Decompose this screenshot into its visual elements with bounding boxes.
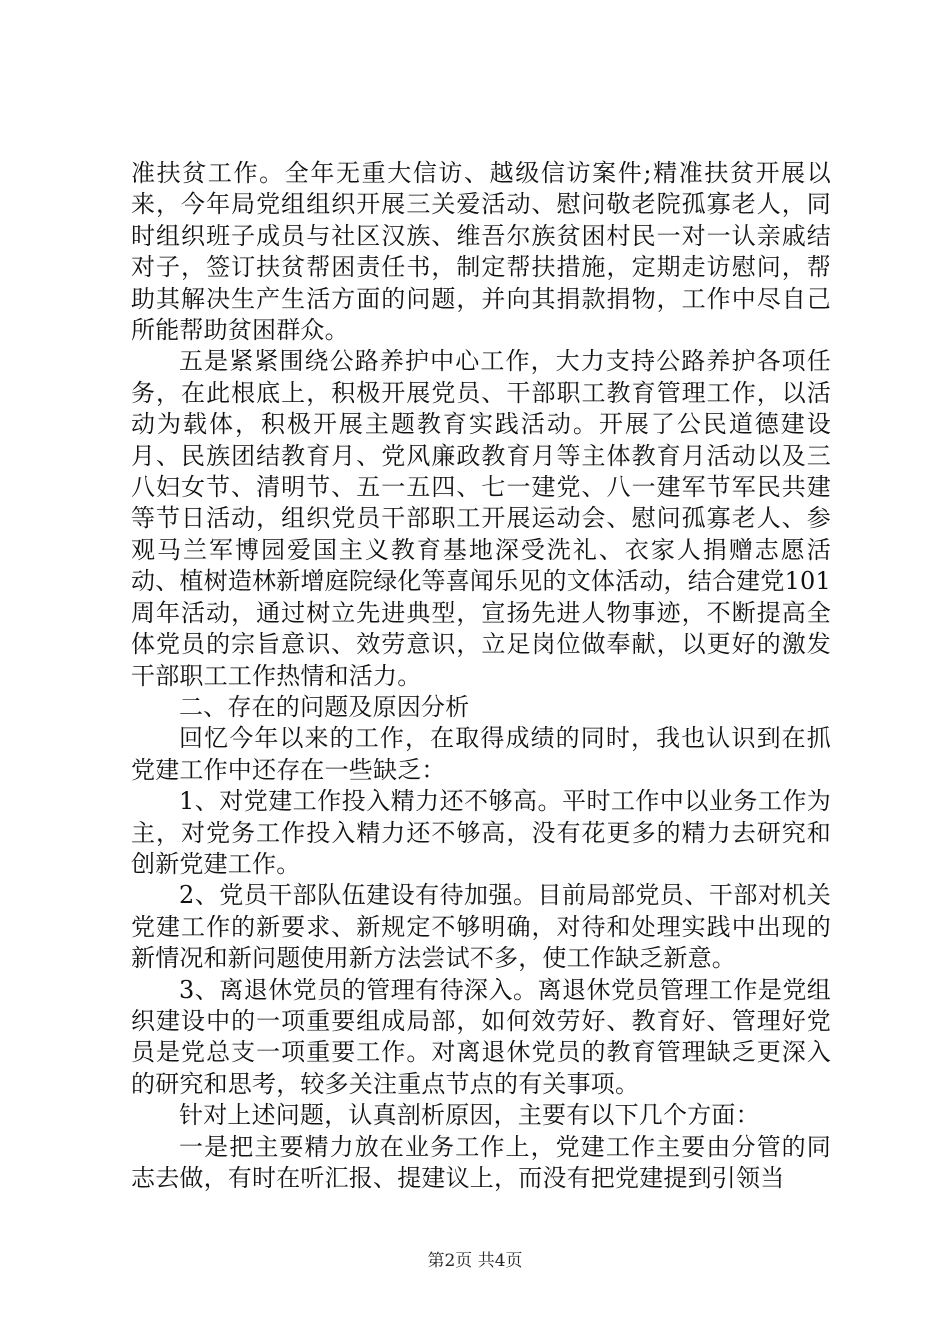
section-heading-problems: 二、存在的问题及原因分析 (179, 692, 470, 721)
paragraph-cause-1: 一是把主要精力放在业务工作上，党建工作主要由分管的同志去做，有时在听汇报、提建议上，而没有把党建提到引领当 (131, 1132, 831, 1192)
paragraph-problem-3: 3、离退休党员的管理有待深入。离退休党员管理工作是党组织建设中的一项重要组成局部，如何效劳好、教育好、管理好党员是党总支一项重要工作。对离退休党员的教育管理缺乏更深入的研究和思考，较多关注重点节点的有关事项。 (131, 975, 831, 1098)
paragraph-problem-1: 1、对党建工作投入精力还不够高。平时工作中以业务工作为主，对党务工作投入精力还不够高，没有花更多的精力去研究和创新党建工作。 (131, 787, 831, 878)
paragraph-review: 回忆今年以来的工作，在取得成绩的同时，我也认识到在抓党建工作中还存在一些缺乏： (131, 724, 831, 784)
paragraph-problem-2: 2、党员干部队伍建设有待加强。目前局部党员、干部对机关党建工作的新要求、新规定不够明确，对待和处理实践中出现的新情况和新问题使用新方法尝试不多，使工作缺乏新意。 (131, 881, 831, 973)
paragraph-continuation: 准扶贫工作。全年无重大信访、越级信访案件;精准扶贫开展以来，今年局党组组织开展三关爱活动、慰问敬老院孤寡老人，同时组织班子成员与社区汉族、维吾尔族贫困村民一对一认亲戚结对子，签订扶贫帮困责任书，制定帮扶措施，定期走访慰问，帮助其解决生产生活方面的问题，并向其捐款捐物，工作中尽自己所能帮助贫困群众。 (131, 159, 831, 345)
page-number-footer: 第2页 共4页 (427, 1251, 523, 1271)
document-body (131, 158, 831, 1194)
paragraph-point-five: 五是紧紧围绕公路养护中心工作，大力支持公路养护各项任务，在此根底上，积极开展党员、干部职工教育管理工作，以活动为载体，积极开展主题教育实践活动。开展了公民道德建设月、民族团结教育月、党风廉政教育月等主体教育月活动以及三八妇女节、清明节、五一五四、七一建党、八一建军节军民共建等节日活动，组织党员干部职工开展运动会、慰问孤寡老人、参观马兰军博园爱国主义教育基地深受洗礼、衣家人捐赠志愿活动、植树造林新增庭院绿化等喜闻乐见的文体活动，结合建党101周年活动，通过树立先进典型，宣扬先进人物事迹，不断提高全体党员的宗旨意识、效劳意识，立足岗位做奉献，以更好的激发干部职工工作热情和活力。 (131, 347, 831, 690)
paragraph-cause-intro: 针对上述问题，认真剖析原因，主要有以下几个方面： (179, 1101, 760, 1130)
